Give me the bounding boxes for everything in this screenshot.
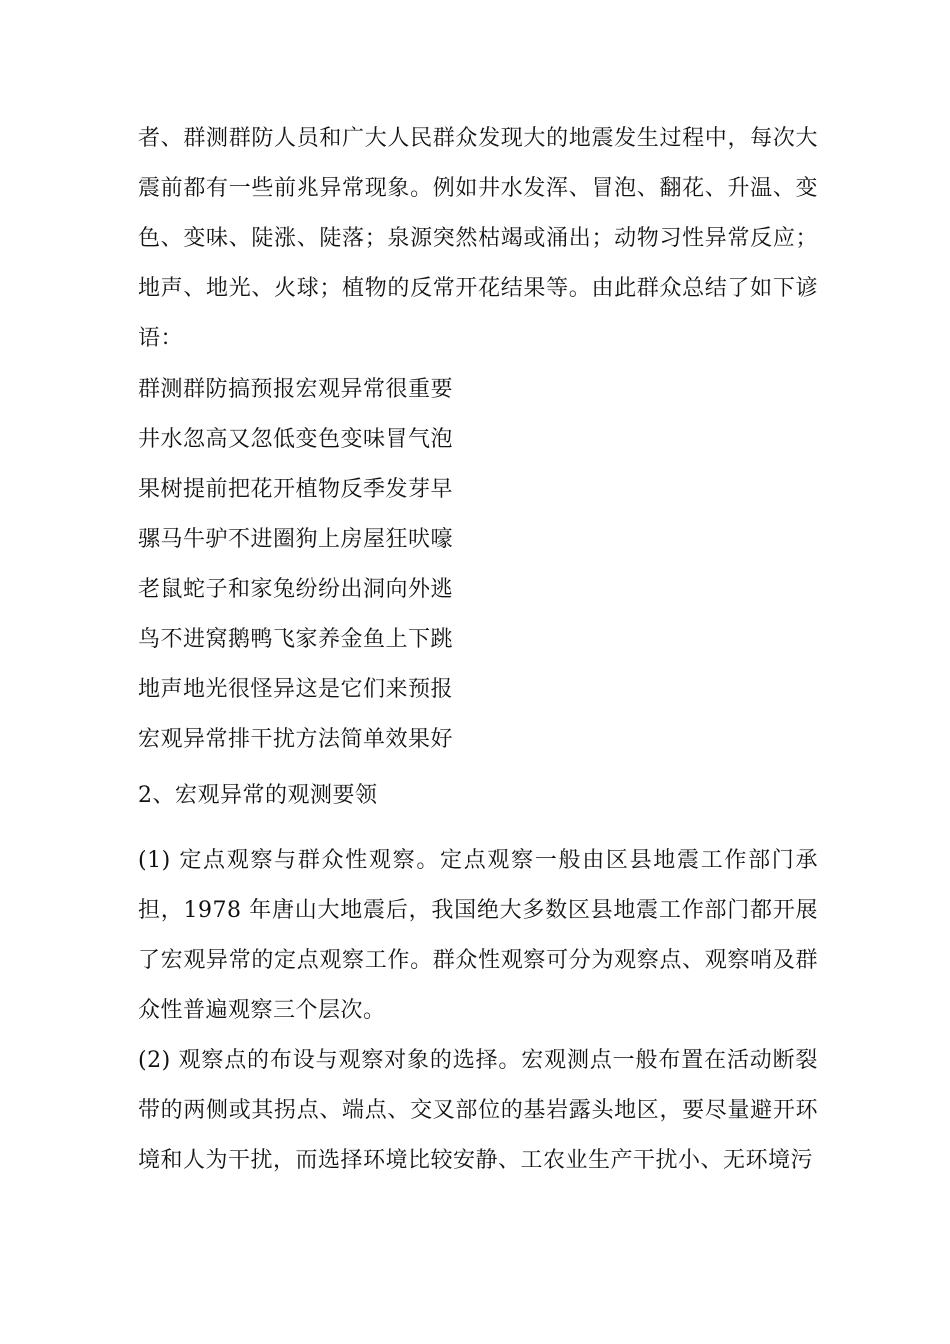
poem-line: 群测群防搞预报宏观异常很重要	[138, 377, 454, 402]
poem-line: 地声地光很怪异这是它们来预报	[138, 677, 454, 702]
poem-line: 骡马牛驴不进圈狗上房屋狂吠嚎	[138, 527, 454, 552]
poem-line: 鸟不进窝鹅鸭飞家养金鱼上下跳	[138, 627, 454, 652]
proverb-poem	[138, 365, 818, 765]
poem-line: 井水忽高又忽低变色变味冒气泡	[138, 427, 454, 452]
poem-line: 宏观异常排干扰方法简单效果好	[138, 727, 454, 752]
poem-line: 果树提前把花开植物反季发芽早	[138, 477, 454, 502]
section-heading: 2、宏观异常的观测要领	[138, 783, 378, 808]
poem-line: 老鼠蛇子和家兔纷纷出洞向外逃	[138, 577, 454, 602]
paragraph-observation-site-layout: (2) 观察点的布设与观察对象的选择。宏观测点一般布置在活动断裂带的两侧或其拐点、端点、交叉部位的基岩露头地区，要尽量避开环境和人为干扰，而选择环境比较安静、工农业生产干扰小、无环境污	[138, 1048, 818, 1173]
paragraph-fixed-point-observation: (1) 定点观察与群众性观察。定点观察一般由区县地震工作部门承担，1978 年唐山大地震后，我国绝大多数区县地震工作部门都开展了宏观异常的定点观察工作。群众性观察可分为观察点、观察哨及群众性普遍观察三个层次。	[138, 848, 818, 1023]
intro-paragraph: 者、群测群防人员和广大人民群众发现大的地震发生过程中，每次大震前都有一些前兆异常现象。例如井水发浑、冒泡、翻花、升温、变色、变味、陡涨、陡落；泉源突然枯竭或涌出；动物习性异常反应；地声、地光、火球；植物的反常开花结果等。由此群众总结了如下谚语：	[138, 126, 818, 351]
